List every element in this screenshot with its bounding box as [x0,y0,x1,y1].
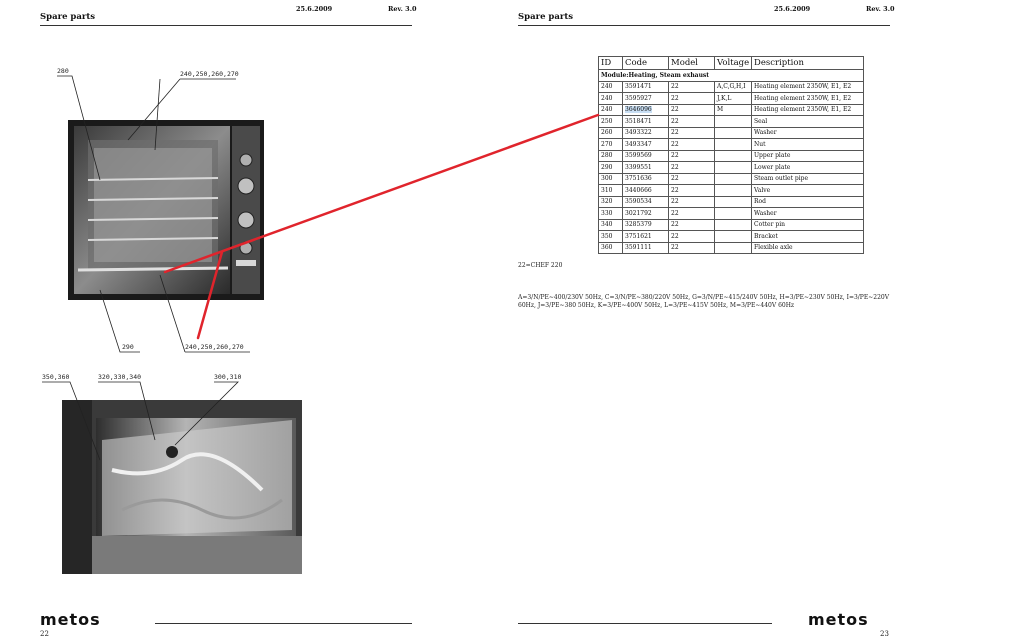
cell-id: 300 [599,173,623,185]
cell-model: 22 [669,185,715,197]
cell-id: 360 [599,242,623,254]
cell-voltage: M [715,104,752,116]
metos-logo: metos [40,610,101,629]
header-rev: Rev. 3.0 [866,5,895,13]
cell-id: 310 [599,185,623,197]
code-text: 3590534 [625,198,652,206]
col-id: ID [599,57,623,70]
code-text: 3751621 [625,232,652,240]
header-title: Spare parts [40,12,96,22]
cell-description: Nut [752,139,864,151]
cell-description: Washer [752,127,864,139]
col-model: Model [669,57,715,70]
cell-model: 22 [669,104,715,116]
metos-logo: metos [808,610,869,629]
cell-description: Cotter pin [752,219,864,231]
page-number: 22 [40,630,49,638]
callout-320-340: 320,330,340 [98,373,142,381]
cell-description: Seal [752,116,864,128]
cell-model: 22 [669,150,715,162]
voltage-legend: A=3/N/PE~400/230V 50Hz, C=3/N/PE~380/220V 50Hz, G=3/N/PE~415/240V 50Hz, H=3/PE~230V 50Hz, I=3/PE~220V 60Hz, J=3/PE~380 50Hz, K=3/PE~400V 50Hz, L=3/PE~415V 50Hz, M=3/PE~440V 60Hz [518,294,890,309]
cell-description: Rod [752,196,864,208]
model-note: 22=CHEF 220 [518,262,563,269]
callout-240-top: 240,250,260,270 [180,70,239,78]
cell-model: 22 [669,231,715,243]
cell-voltage: A,C,G,H,I [715,81,752,93]
cell-model: 22 [669,219,715,231]
col-code: Code [623,57,669,70]
cell-model: 22 [669,139,715,151]
cell-description: Lower plate [752,162,864,174]
cell-id: 240 [599,93,623,105]
code-text: 3440666 [625,186,652,194]
callout-280: 280 [57,67,69,75]
cell-model: 22 [669,93,715,105]
cell-description: Valve [752,185,864,197]
page-number: 23 [880,630,889,638]
cell-id: 320 [599,196,623,208]
cell-model: 22 [669,127,715,139]
cell-description: Heating element 2350W, E1, E2 [752,81,864,93]
code-text: 3518471 [625,117,652,125]
col-description: Description [752,57,864,70]
cell-voltage: J,K,L [715,93,752,105]
cell-description: Heating element 2350W, E1, E2 [752,93,864,105]
cell-id: 250 [599,116,623,128]
callout-300-310: 300,310 [214,373,242,381]
header-title: Spare parts [518,12,574,22]
cell-description: Heating element 2350W, E1, E2 [752,104,864,116]
code-text: 3646096 [625,106,652,114]
cell-model: 22 [669,162,715,174]
cell-description: Steam outlet pipe [752,173,864,185]
cell-description: Bracket [752,231,864,243]
cell-id: 350 [599,231,623,243]
callout-240-bottom: 240,250,260,270 [185,343,244,351]
cell-id: 260 [599,127,623,139]
header-date: 25.6.2009 [774,5,811,13]
cell-model: 22 [669,196,715,208]
code-text: 3591111 [625,244,652,252]
cell-model: 22 [669,81,715,93]
col-voltage: Voltage [715,57,752,70]
cell-description: Washer [752,208,864,220]
code-text: 3021792 [625,209,652,217]
cell-id: 290 [599,162,623,174]
highlight-connector-line [165,115,598,338]
cell-id: 330 [599,208,623,220]
callout-350-360: 350,360 [42,373,70,381]
cell-model: 22 [669,208,715,220]
header-date: 25.6.2009 [296,5,333,13]
code-text: 3399551 [625,163,652,171]
code-text: 3285379 [625,221,652,229]
cell-model: 22 [669,173,715,185]
code-text: 3595927 [625,94,652,102]
cell-model: 22 [669,116,715,128]
cell-id: 340 [599,219,623,231]
cell-model: 22 [669,242,715,254]
cell-id: 240 [599,104,623,116]
cell-id: 280 [599,150,623,162]
cell-description: Flexible axle [752,242,864,254]
code-text: 3751636 [625,175,652,183]
callout-290: 290 [122,343,134,351]
code-text: 3599569 [625,152,652,160]
module-label: Module:Heating, Steam exhaust [599,70,864,82]
code-text: 3591471 [625,83,652,91]
cell-id: 240 [599,81,623,93]
code-text: 3493347 [625,140,652,148]
cell-id: 270 [599,139,623,151]
cell-description: Upper plate [752,150,864,162]
header-rev: Rev. 3.0 [388,5,417,13]
code-text: 3493322 [625,129,652,137]
